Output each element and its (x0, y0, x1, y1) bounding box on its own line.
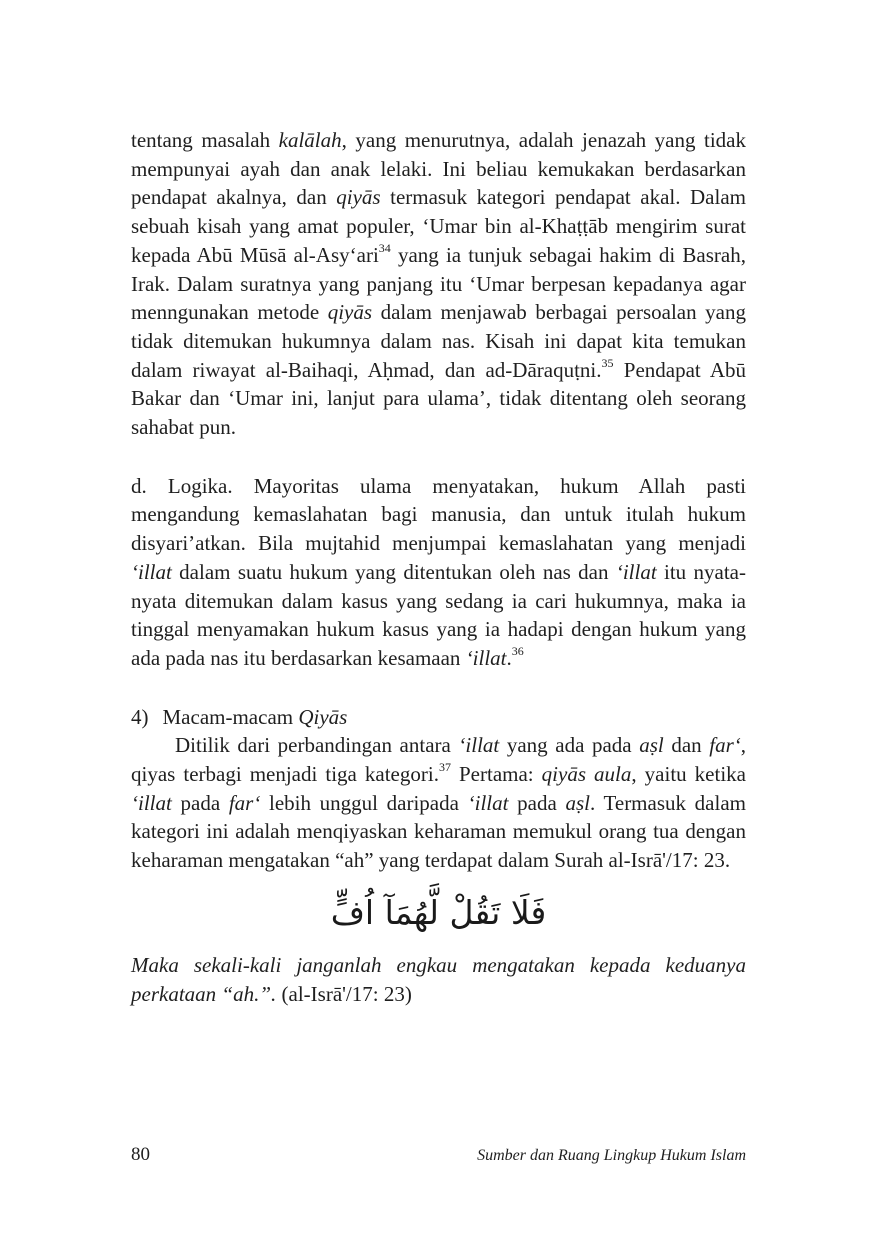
text-run: lebih unggul daripada (260, 790, 468, 815)
italic-term: aṣl (565, 790, 590, 815)
footnote-marker: 36 (511, 643, 524, 658)
heading-italic: Qiyās (298, 704, 348, 729)
text-run: d. Logika. Mayoritas ulama menyatakan, hukum Allah pasti mengandung kemaslahatan bagi manusia, dan untuk itulah hukum disyari’atkan. Bila mujtahid menjumpai kemaslahatan yang menjadi (131, 473, 746, 556)
text-run: Pertama: (450, 762, 542, 787)
verse-reference: (al-Isrā'/17: 23) (276, 981, 412, 1006)
text-run: . Termasuk dalam kategori ini adalah menqiyaskan keharaman memukul orang tua dengan keharaman mengatakan “ah” yang terdapat dalam Surah al-Isrā'/17: 23. (131, 790, 746, 873)
italic-term: ‘illat (458, 733, 500, 758)
italic-term: kalālah (278, 128, 342, 152)
running-title: Sumber dan Ruang Lingkup Hukum Islam (477, 1147, 746, 1164)
text-run: dan (663, 733, 710, 758)
italic-term: qiyās (327, 300, 373, 325)
italic-term: aṣl (639, 733, 664, 758)
text-run: , yaitu ketika (631, 762, 746, 787)
paragraph-2 (131, 472, 746, 673)
footnote-marker: 34 (378, 240, 391, 255)
footnote-marker: 35 (601, 355, 614, 370)
text-run: . (506, 645, 512, 670)
section-heading (131, 703, 746, 732)
text-run: , yang menurutnya, adalah jenazah yang tidak mempunyai ayah dan anak lelaki. Ini beliau kemukakan berdasarkan pendapat akalnya, dan (131, 128, 746, 210)
italic-term: qiyās (336, 185, 381, 210)
text-run: pada (171, 790, 229, 815)
heading-text: Macam-macam (162, 704, 299, 729)
page-number: 80 (131, 1144, 150, 1165)
text-run: termasuk kategori pendapat akal. Dalam sebuah kisah yang amat populer, ‘Umar bin al-Khaṭṭāb mengirim surat kepada Abū Mūsā al-Asy‘ari (131, 185, 746, 267)
italic-term: ‘illat (615, 559, 657, 584)
text-run: dalam menjawab berbagai persoalan yang tidak ditemukan hukumnya dalam nas. Kisah ini dapat kita temukan dalam riwayat al-Baihaqi, Aḥmad, dan ad-Dāraquṭni. (131, 300, 746, 382)
text-run: yang ia tunjuk sebagai hakim di Basrah, Irak. Dalam suratnya yang panjang itu ‘Umar berpesan kepadanya agar menngunakan metode (131, 242, 746, 325)
text-run: itu nyata-nyata ditemukan dalam kasus yang sedang ia cari hukumnya, maka ia tinggal menyamakan hukum kasus yang ia hadapi dengan hukum yang ada pada nas itu berdasarkan kesamaan (131, 559, 746, 670)
italic-term: ‘illat (131, 790, 172, 815)
italic-term: far‘ (228, 790, 261, 815)
page-footer (131, 1144, 746, 1166)
italic-term: ‘illat (467, 790, 509, 815)
paragraph-3 (131, 731, 746, 875)
text-run: pada (508, 790, 566, 815)
verse-translation (131, 951, 746, 1008)
italic-term: qiyās aula (541, 762, 632, 787)
text-run: , qiyas terbagi menjadi tiga kategori. (131, 733, 746, 787)
translation-italic: Maka sekali-kali janganlah engkau mengatakan kepada keduanya perkataan “ah.”. (131, 952, 746, 1006)
text-run: Pendapat Abū Bakar dan ‘Umar ini, lanjut para ulama’, tidak ditentang oleh seorang sahabat pun. (131, 357, 746, 440)
text-run: yang ada pada (499, 733, 640, 758)
arabic-verse: فَلَا تَقُلْ لَّهُمَآ اُفٍّ (330, 892, 547, 932)
page-body (131, 126, 746, 1008)
footnote-marker: 37 (438, 760, 451, 775)
heading-number: 4) (131, 704, 149, 729)
text-run: dalam suatu hukum yang ditentukan oleh nas dan (171, 559, 616, 584)
italic-term: far‘ (709, 733, 741, 758)
italic-term: ‘illat (131, 559, 172, 584)
paragraph-1 (131, 126, 746, 442)
italic-term: ‘illat (465, 645, 507, 670)
text-run: Ditilik dari perbandingan antara (175, 733, 459, 758)
text-run: tentang masalah (131, 128, 279, 152)
